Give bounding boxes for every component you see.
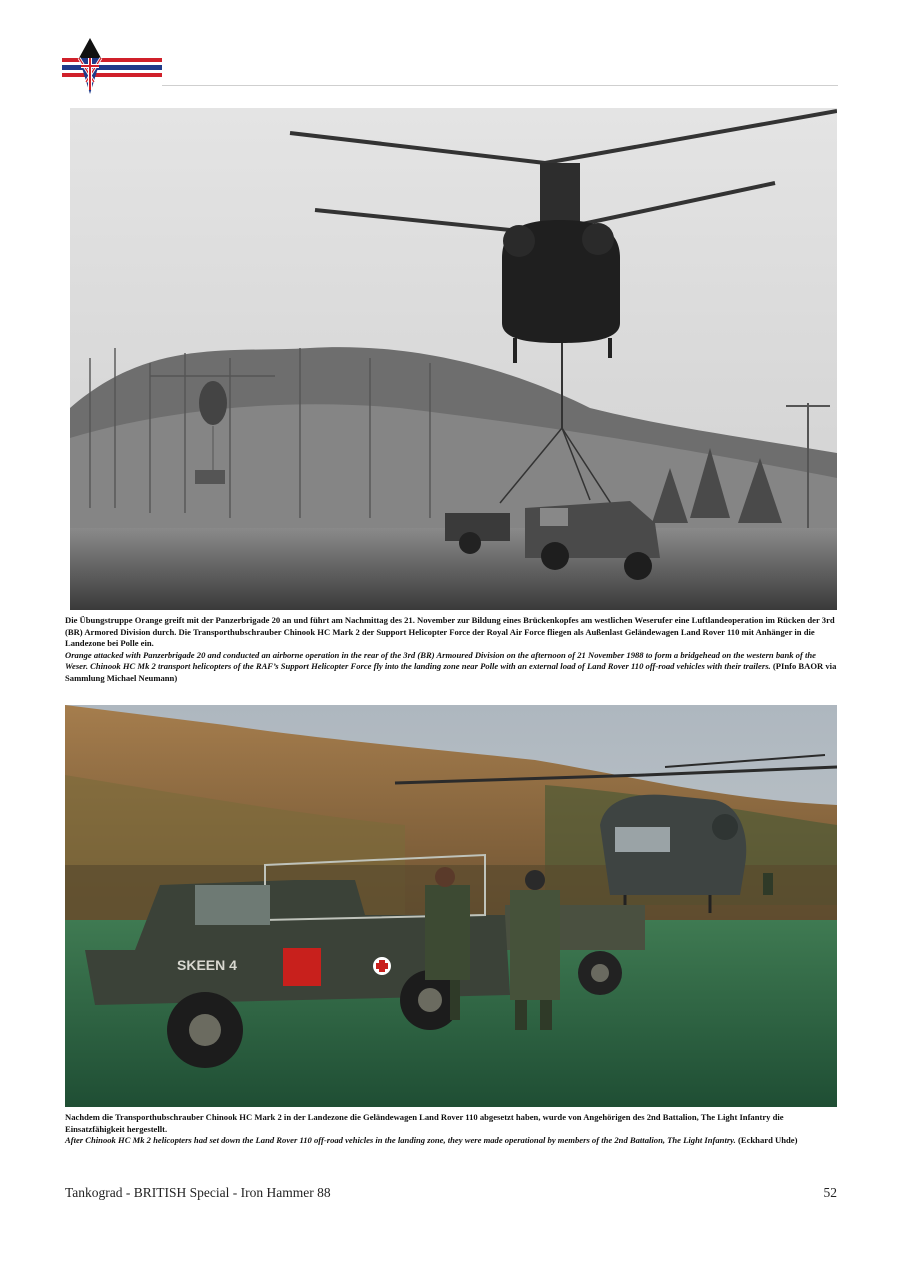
chinook-helicopter-lifting-land-rover-icon — [70, 108, 837, 610]
caption-bottom-credit: (Eckhard Uhde) — [737, 1135, 798, 1146]
union-jack-pennant-logo — [62, 38, 162, 96]
land-rover-and-chinook-in-field-icon — [65, 705, 837, 1107]
caption-top — [65, 615, 840, 685]
caption-top-credit: (PInfo BAOR via Sammlung Michael Neumann) — [65, 661, 837, 683]
caption-bottom — [65, 1112, 840, 1147]
caption-top-english — [65, 650, 840, 685]
header-rule — [162, 85, 838, 86]
caption-bottom-german: Nachdem die Transporthubschrauber Chinook HC Mark 2 in der Landezone die Geländewagen Land Rover 110 abgesetzt haben, wurde von Angehörigen des 2nd Battalion, The Light Infantry die Einsatzfähigkeit hergestellt. — [65, 1112, 784, 1134]
caption-bottom-english-text: After Chinook HC Mk 2 helicopters had set down the Land Rover 110 off-road vehicles in the landing zone, they were made operational by members of the 2nd Battalion, The Light Infantry. — [65, 1135, 736, 1146]
vehicle-marking: SKEEN 4 — [177, 957, 237, 973]
caption-bottom-english — [65, 1135, 840, 1147]
caption-top-german: Die Übungstruppe Orange greift mit der Panzerbrigade 20 an und führt am Nachmittag des 21. November zur Bildung eines Brückenkopfes am westlichen Weserufer eine Luftlandeoperation im Rücken der 3rd (BR) Armored Division durch. Die Transporthubschrauber Chinook HC Mark 2 der Support Helicopter Force der Royal Air Force fliegen als Außenlast Geländewagen Land Rover 110 mit Anhänger in die Landezone bei Polle ein. — [65, 615, 835, 649]
caption-top-english-text: Orange attacked with Panzerbrigade 20 and conducted an airborne operation in the rear of the 3rd (BR) Armoured Division on the afternoon of 21 November 1988 to form a bridgehead on the western bank of the Weser. Chinook HC Mk 2 transport helicopters of the RAF’s Support Helicopter Force fly into the landing zone near Polle with an external load of Land Rover 110 off-road vehicles with their trailers. — [65, 649, 816, 672]
page-number: 52 — [823, 1185, 837, 1200]
footer-title: Tankograd - BRITISH Special - Iron Hammer 88 — [65, 1185, 331, 1200]
